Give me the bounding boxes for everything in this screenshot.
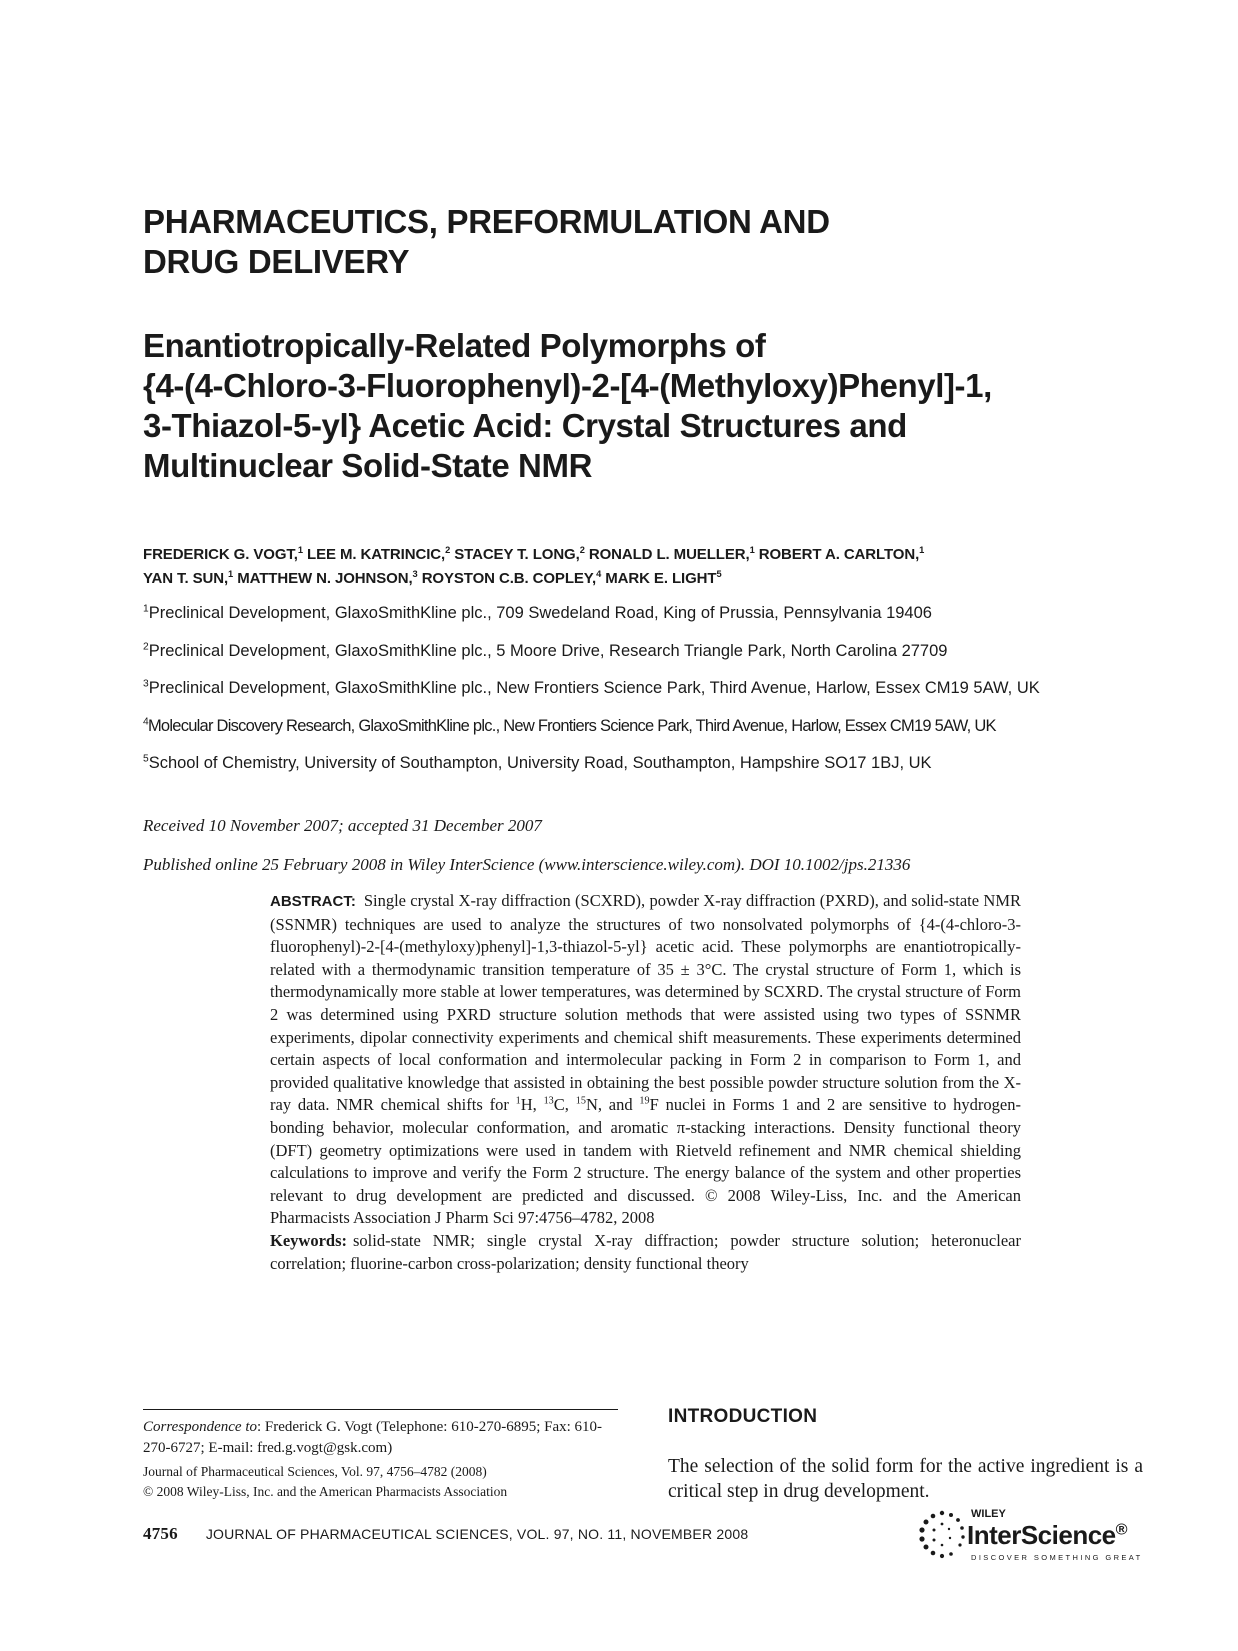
isotope-mark: 19 <box>639 1095 650 1107</box>
abstract-text: F nuclei in Forms 1 and 2 are sensitive to hydrogen-bonding behavior, molecular conformation, and aromatic π-stacking interactions. Density functional theory (DFT) geometry optimizations were used in tandem with Rietveld refinement and NMR chemical shielding calculations to improve and verify the Form 2 structure. The energy balance of the system and other properties relevant to drug development are predicted and discussed. © 2008 Wiley-Liss, Inc. and the American Pharmacists Association J Pharm Sci 97:4756–4782, 2008 <box>270 1095 1021 1228</box>
author-name: MARK E. LIGHT <box>605 570 717 587</box>
section-heading <box>143 202 1043 282</box>
registered-mark: ® <box>1115 1520 1128 1539</box>
correspondence-label: Correspondence to <box>143 1419 258 1435</box>
affiliation <box>143 676 1143 714</box>
keywords-text: solid-state NMR; single crystal X-ray diffraction; powder structure solution; heteronuclear correlation; fluorine-carbon cross-polarization; density functional theory <box>270 1230 1021 1273</box>
abstract-text: Single crystal X-ray diffraction (SCXRD), powder X-ray diffraction (PXRD), and solid-state NMR (SSNMR) techniques are used to analyze the structures of two nonsolvated polymorphs of {4-(4-chloro-3-fluorophenyl)-2-[4-(methyloxy)phenyl]-1,3-thiazol-5-yl} acetic acid. These polymorphs are enantiotropically-related with a thermodynamic transition temperature of 35 ± 3°C. The crystal structure of Form 1, which is thermodynamically more stable at lower temperatures, was determined by SCXRD. The crystal structure of Form 2 was determined using PXRD structure solution methods that were assisted using two types of SSNMR experiments, dipolar connectivity experiments and chemical shift measurements. These experiments determined certain aspects of local conformation and intermolecular packing in Form 2 in comparison to Form 1, and provided qualitative knowledge that assisted in obtaining the best possible powder structure solution from the X-ray data. NMR chemical shifts for <box>270 891 1021 1115</box>
abstract <box>270 890 1021 1275</box>
author-line <box>143 567 1143 591</box>
author <box>454 546 585 563</box>
keywords-label: Keywords: <box>270 1230 347 1250</box>
journal-citation <box>143 1462 618 1502</box>
author <box>143 546 303 563</box>
received-date: Received 10 November 2007; accepted 31 December 2007 <box>143 816 542 835</box>
affiliation <box>143 714 1143 752</box>
author-affiliation-mark: 4 <box>596 569 602 579</box>
interscience-brand: InterScience <box>967 1520 1116 1550</box>
wiley-wordmark: WILEY <box>971 1508 1006 1520</box>
isotope-mark: 1 <box>515 1095 521 1107</box>
title-line: Multinuclear Solid-State NMR <box>143 447 592 484</box>
author-affiliation-mark: 5 <box>716 569 722 579</box>
interscience-wordmark <box>967 1520 1127 1551</box>
section-heading-line: PHARMACEUTICS, PREFORMULATION AND <box>143 203 830 240</box>
author-list <box>143 543 1143 591</box>
affiliation-text: Preclinical Development, GlaxoSmithKline plc., 5 Moore Drive, Research Triangle Park, North Carolina 27709 <box>148 641 948 660</box>
author <box>759 546 925 563</box>
title-line: Enantiotropically-Related Polymorphs of <box>143 327 766 364</box>
author-affiliation-mark: 3 <box>412 569 418 579</box>
affiliation-number: 4 <box>143 716 148 727</box>
author-name: RONALD L. MUELLER, <box>588 546 750 563</box>
author <box>422 570 602 587</box>
affiliation-number: 5 <box>143 753 149 765</box>
author-affiliation-mark: 1 <box>228 569 234 579</box>
author <box>143 570 233 587</box>
affiliation <box>143 601 1143 639</box>
affiliation-number: 3 <box>143 678 149 690</box>
author-affiliation-mark: 1 <box>749 545 755 555</box>
affiliation <box>143 751 1143 789</box>
affiliation-text: School of Chemistry, University of Southampton, University Road, Southampton, Hampshire SO17 1BJ, UK <box>148 754 932 772</box>
author <box>605 570 721 587</box>
author-affiliation-mark: 2 <box>579 545 585 555</box>
introduction-heading: INTRODUCTION <box>668 1406 818 1427</box>
author-affiliation-mark: 1 <box>919 545 925 555</box>
page-number: 4756 <box>143 1524 178 1543</box>
correspondence-footnote <box>143 1417 618 1502</box>
affiliation-text: Molecular Discovery Research, GlaxoSmithKline plc., New Frontiers Science Park, Third Avenue, Harlow, Essex CM19 5AW, UK <box>147 716 996 735</box>
wiley-interscience-logo <box>915 1508 1143 1562</box>
article-title <box>143 326 1143 486</box>
author-name: YAN T. SUN, <box>143 570 229 587</box>
abstract-text: H, <box>520 1095 544 1115</box>
abstract-label: ABSTRACT: <box>270 893 356 910</box>
author-name: FREDERICK G. VOGT, <box>143 546 298 563</box>
correspondence-text: : Frederick G. Vogt (Telephone: 610-270-6895; Fax: 610-270-6727; E-mail: fred.g.vogt@gsk.com) <box>143 1419 603 1456</box>
author-name: MATTHEW N. JOHNSON, <box>237 570 413 587</box>
author-affiliation-mark: 2 <box>445 545 451 555</box>
abstract-text: C, <box>553 1095 576 1115</box>
introduction-text: The selection of the solid form for the active ingredient is a critical step in drug development. <box>668 1456 1143 1502</box>
title-line: 3-Thiazol-5-yl} Acetic Acid: Crystal Structures and <box>143 407 907 444</box>
affiliation-number: 1 <box>143 603 149 615</box>
isotope-mark: 15 <box>575 1095 586 1107</box>
author <box>589 546 755 563</box>
title-line: {4-(4-Chloro-3-Fluorophenyl)-2-[4-(Methyloxy)Phenyl]-1, <box>143 367 992 404</box>
author-affiliation-mark: 1 <box>297 545 303 555</box>
publication-info: Published online 25 February 2008 in Wiley InterScience (www.interscience.wiley.com). DOI 10.1002/jps.21336 <box>143 855 911 874</box>
author-name: STACEY T. LONG, <box>454 546 580 563</box>
author-line <box>143 543 1143 567</box>
author <box>237 570 417 587</box>
affiliation-text: Preclinical Development, GlaxoSmithKline plc., New Frontiers Science Park, Third Avenue, Harlow, Essex CM19 5AW, UK <box>148 679 1040 697</box>
logo-tagline: DISCOVER SOMETHING GREAT <box>971 1553 1143 1562</box>
affiliation-number: 2 <box>143 641 149 652</box>
affiliation-list <box>143 601 1143 789</box>
dotted-swirl-icon <box>915 1508 969 1562</box>
footnote-divider <box>143 1409 618 1410</box>
abstract-body <box>270 890 1021 1230</box>
author-name: ROYSTON C.B. COPLEY, <box>421 570 597 587</box>
copyright-line: © 2008 Wiley-Liss, Inc. and the American Pharmacists Association <box>143 1484 508 1499</box>
journal-running-footer: JOURNAL OF PHARMACEUTICAL SCIENCES, VOL. 97, NO. 11, NOVEMBER 2008 <box>205 1526 749 1542</box>
page-footer <box>143 1524 748 1544</box>
author <box>307 546 450 563</box>
section-heading-line: DRUG DELIVERY <box>143 243 410 280</box>
author-name: LEE M. KATRINCIC, <box>307 546 446 563</box>
keywords <box>270 1230 1021 1275</box>
affiliation-text: Preclinical Development, GlaxoSmithKline plc., 709 Swedeland Road, King of Prussia, Pennsylvania 19406 <box>148 604 932 622</box>
correspondence <box>143 1417 618 1459</box>
abstract-text: N, and <box>585 1095 640 1115</box>
author-name: ROBERT A. CARLTON, <box>758 546 920 563</box>
journal-citation-line: Journal of Pharmaceutical Sciences, Vol. 97, 4756–4782 (2008) <box>143 1464 487 1479</box>
isotope-mark: 13 <box>543 1095 554 1107</box>
affiliation <box>143 639 1143 677</box>
